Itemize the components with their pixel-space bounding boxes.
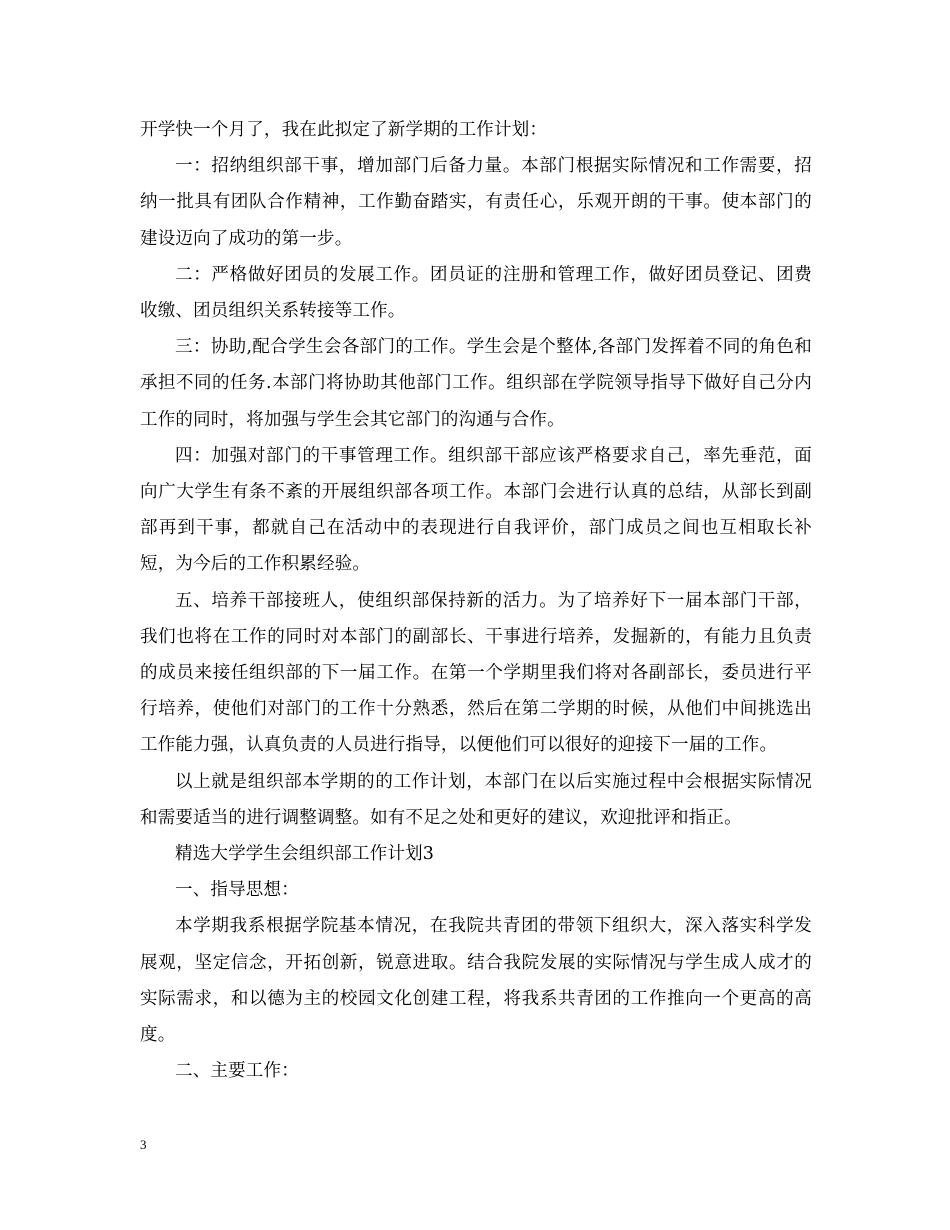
paragraph-item-4: 四：加强对部门的干事管理工作。组织部干部应该严格要求自己，率先垂范，面向广大学生有条不紊的开展组织部各项工作。本部门会进行认真的总结，从部长到副部再到干事，都就自己在活动中的表现进行自我评价，部门成员之间也互相取长补短，为今后的工作积累经验。 xyxy=(140,445,812,575)
paragraph-summary: 以上就是组织部本学期的的工作计划，本部门在以后实施过程中会根据实际情况和需要适当的进行调整调整。如有不足之处和更好的建议，欢迎批评和指正。 xyxy=(140,771,812,828)
section-heading: 精选大学学生会组织部工作计划3 xyxy=(175,844,435,865)
paragraph-guiding-ideology: 本学期我系根据学院基本情况，在我院共青团的带领下组织大，深入落实科学发展观，坚定信念，开拓创新，锐意进取。结合我院发展的实际情况与学生成人成才的实际需求，和以德为主的校园文化创建工程，将我系共青团的工作推向一个更高的高度。 xyxy=(140,916,812,1046)
document-body xyxy=(140,112,812,1089)
page-number: 3 xyxy=(140,1137,147,1152)
paragraph-item-5: 五、培养干部接班人，使组织部保持新的活力。为了培养好下一届本部门干部，我们也将在工作的同时对本部门的副部长、干事进行培养，发掘新的，有能力且负责的成员来接任组织部的下一届工作。在第一个学期里我们将对各副部长，委员进行平行培养，使他们对部门的工作十分熟悉，然后在第二学期的时候，从他们中间挑选出工作能力强，认真负责的人员进行指导，以便他们可以很好的迎接下一届的工作。 xyxy=(140,590,812,756)
paragraph-item-1: 一：招纳组织部干事，增加部门后备力量。本部门根据实际情况和工作需要，招纳一批具有团队合作精神，工作勤奋踏实，有责任心，乐观开朗的干事。使本部门的建设迈向了成功的第一步。 xyxy=(140,156,812,249)
subheading-main-work: 二、主要工作： xyxy=(175,1061,299,1082)
paragraph-intro: 开学快一个月了，我在此拟定了新学期的工作计划： xyxy=(140,120,548,140)
paragraph-item-2: 二：严格做好团员的发展工作。团员证的注册和管理工作，做好团员登记、团费收缴、团员组织关系转接等工作。 xyxy=(140,264,812,322)
paragraph-item-3: 三：协助,配合学生会各部门的工作。学生会是个整体,各部门发挥着不同的角色和承担不同的任务.本部门将协助其他部门工作。组织部在学院领导指导下做好自己分内工作的同时，将加强与学生会其它部门的沟通与合作。 xyxy=(140,337,812,430)
subheading-guiding-ideology: 一、指导思想： xyxy=(175,880,299,901)
